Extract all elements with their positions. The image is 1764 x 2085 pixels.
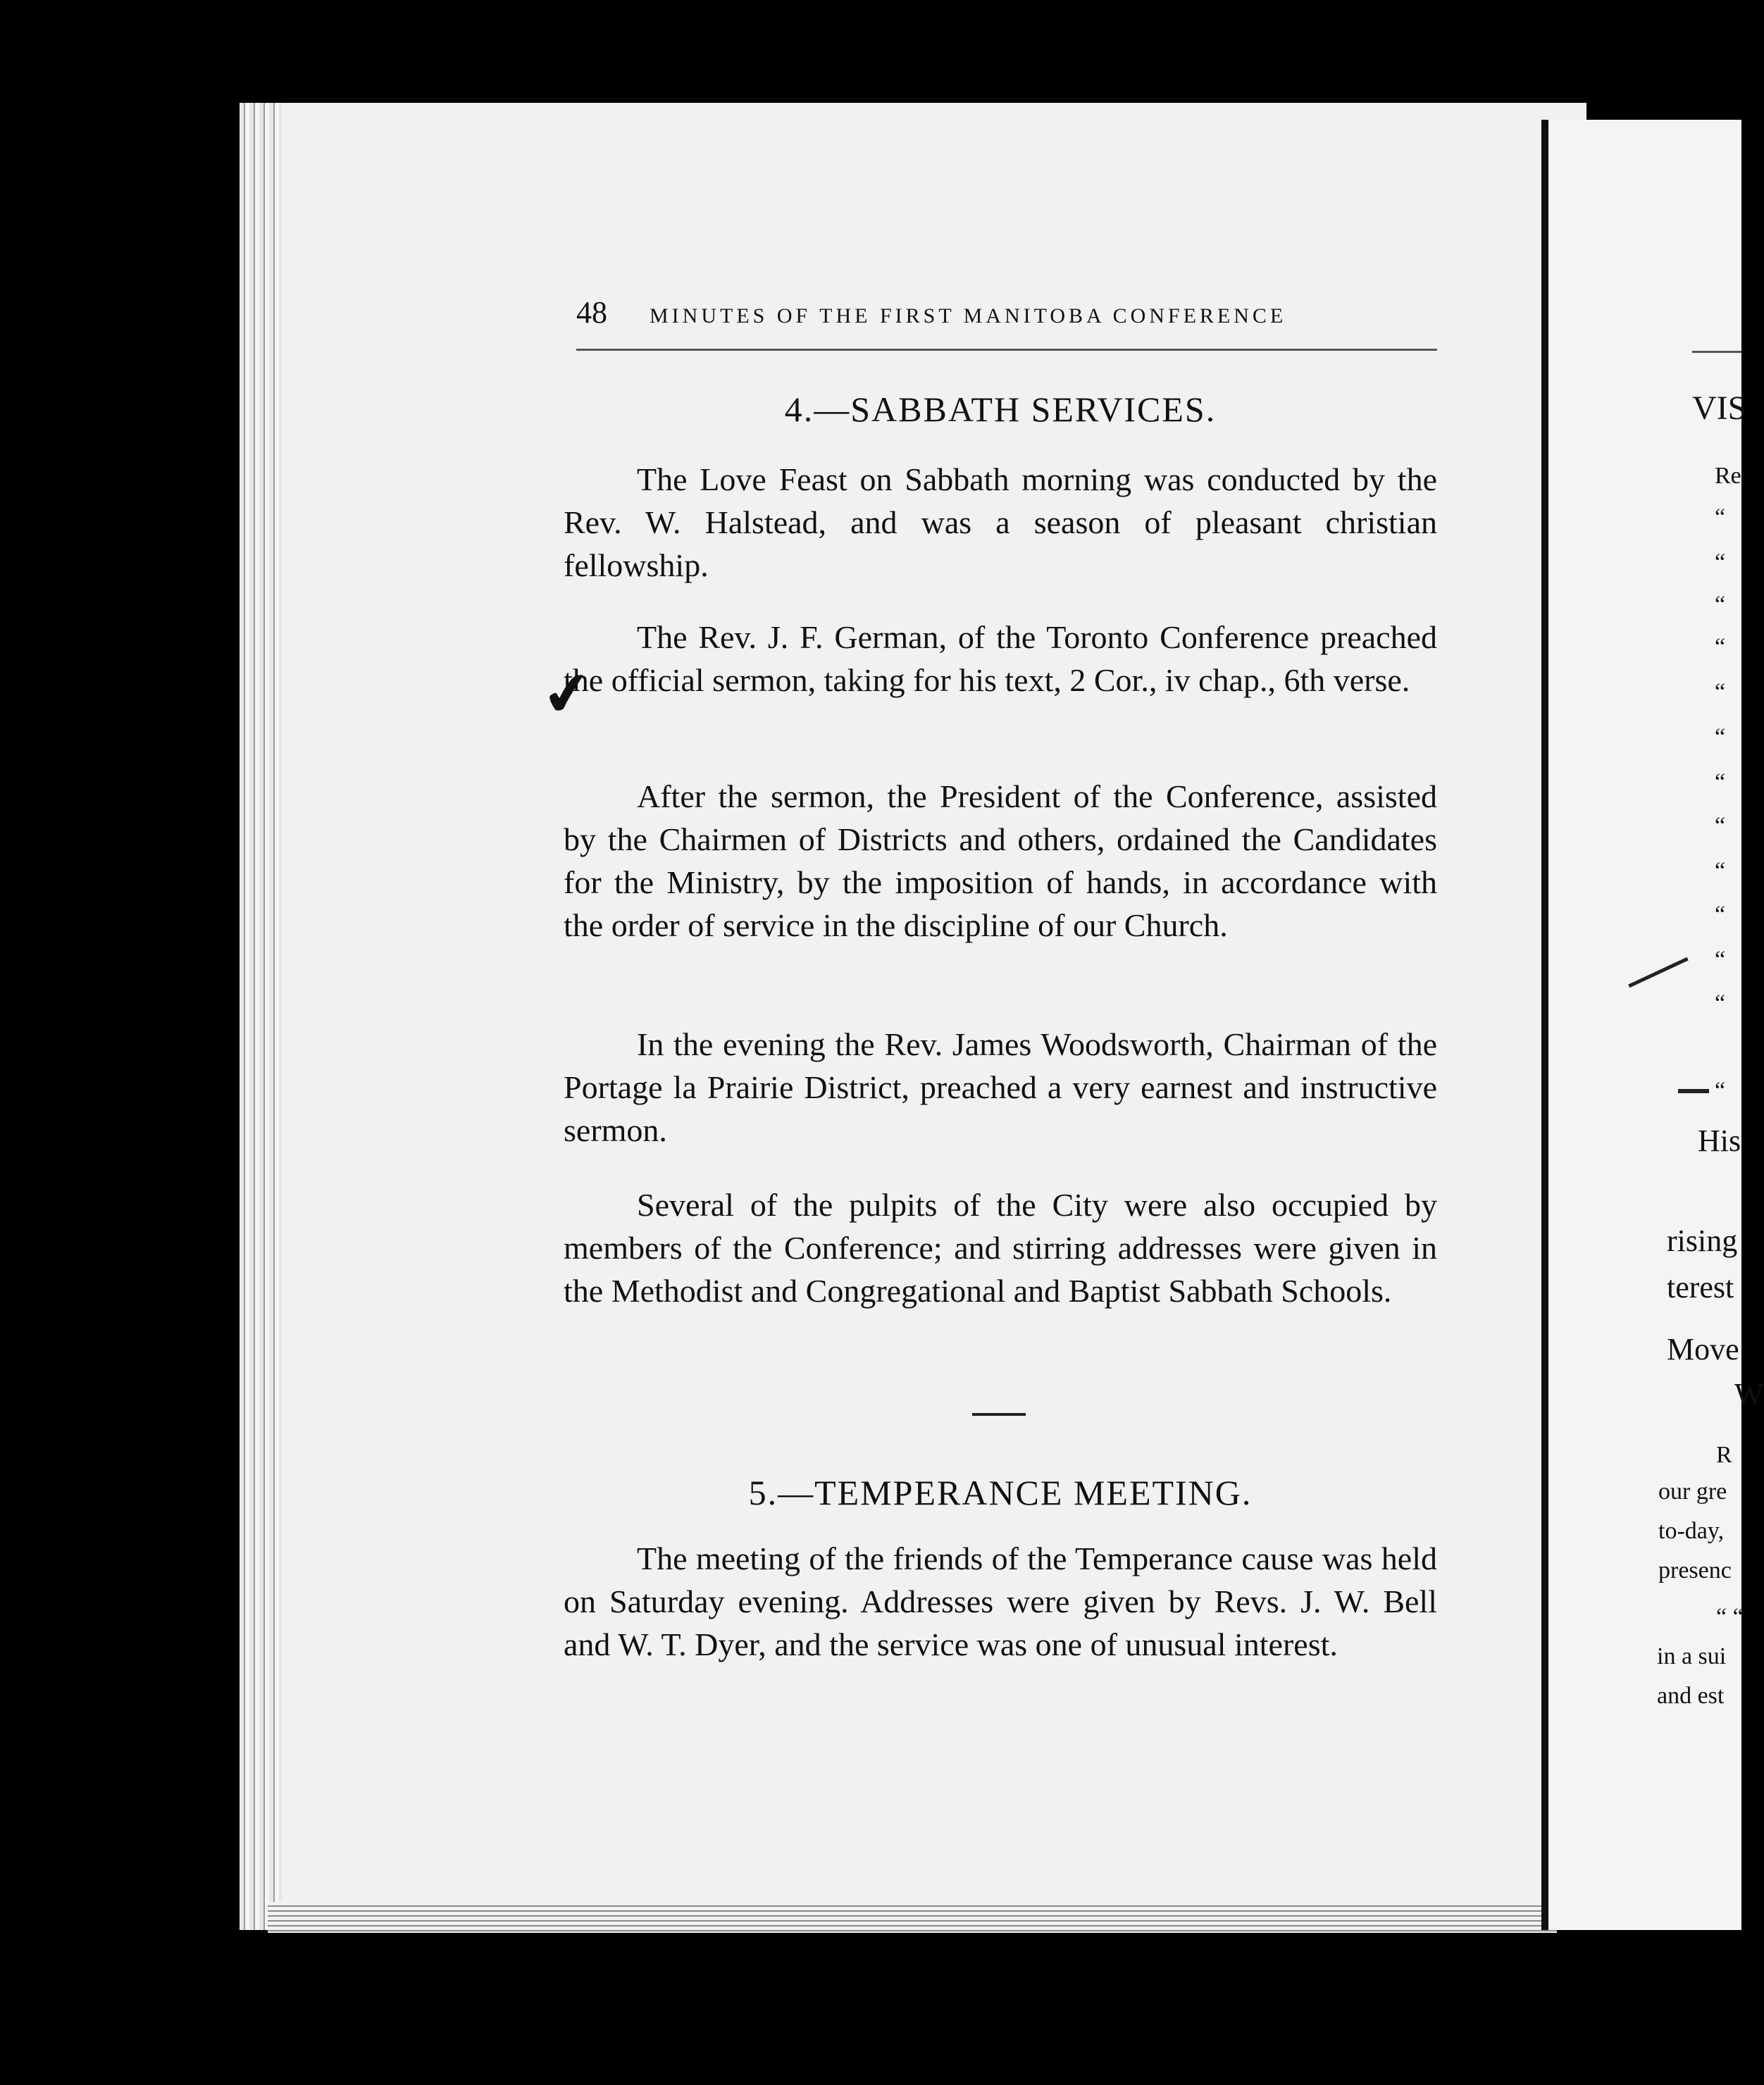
section-divider: [972, 1413, 1026, 1416]
check-mark-icon: ✔: [538, 656, 597, 732]
section-heading-temperance-meeting: 5.—TEMPERANCE MEETING.: [748, 1473, 1253, 1512]
page-number: 48: [576, 295, 607, 330]
paragraph: In the evening the Rev. James Woodsworth, Chairman of the Portage la Prairie District, preached a very earnest and instructive sermon.: [564, 1026, 1437, 1148]
paragraph: The meeting of the friends of the Temperance cause was held on Saturday evening. Addresses were given by Revs. J. W. Bell and W. T. Dyer, and the service was one of unusual interest.: [564, 1541, 1437, 1662]
right-page-fragment: our gre: [1658, 1479, 1727, 1505]
margin-pen-stroke: [1678, 1089, 1709, 1093]
right-page-fragment: His: [1698, 1124, 1741, 1158]
ditto-mark: “: [1715, 769, 1726, 795]
paragraph: After the sermon, the President of the Conference, assisted by the Chairmen of Districts and others, ordained the Candidates for the Ministry, by the imposition of hands, in accordance with the order of service in the discipline of our Church.: [564, 778, 1437, 943]
paragraph: The Love Feast on Sabbath morning was conducted by the Rev. W. Halstead, and was a season of pleasant christian fellowship.: [564, 461, 1437, 583]
ditto-mark: “: [1715, 858, 1726, 884]
right-page-fragment: Move: [1667, 1332, 1739, 1367]
ditto-mark: “: [1715, 634, 1726, 660]
right-page-fragment: “ “: [1716, 1604, 1744, 1630]
right-page-fragment: in a sui: [1657, 1643, 1727, 1669]
ditto-mark: “: [1715, 1078, 1726, 1104]
ditto-mark: “: [1715, 724, 1726, 750]
page-stack-edge: [240, 103, 282, 1930]
right-page-fragment: W: [1734, 1377, 1764, 1412]
book-gutter: [1541, 120, 1548, 1930]
ditto-mark: “: [1715, 947, 1726, 973]
page-bottom-edge: [268, 1902, 1557, 1933]
paragraph: The Rev. J. F. German, of the Toronto Conference preached the official sermon, taking for his text, 2 Cor., iv chap., 6th verse.: [564, 619, 1437, 698]
ditto-mark: “: [1715, 679, 1726, 705]
right-page-fragment: R: [1716, 1442, 1732, 1468]
ditto-mark: “: [1715, 813, 1726, 839]
ditto-mark: “: [1715, 549, 1726, 575]
right-page-heading-fragment: VIS: [1692, 390, 1747, 427]
right-page-rule: [1692, 351, 1741, 353]
right-page-fragment: to-day,: [1658, 1518, 1725, 1544]
ditto-mark: “: [1715, 592, 1726, 618]
right-page-fragment: Re: [1715, 463, 1741, 489]
right-page-fragment: and est: [1657, 1683, 1725, 1709]
running-head-title: MINUTES OF THE FIRST MANITOBA CONFERENCE: [650, 304, 1287, 328]
right-page-fragment: presenc: [1658, 1557, 1732, 1583]
running-head: [576, 294, 1437, 351]
ditto-mark: “: [1715, 990, 1726, 1016]
section-heading-sabbath-services: 4.—SABBATH SERVICES.: [784, 390, 1217, 429]
ditto-mark: “: [1715, 504, 1726, 530]
ditto-mark: “: [1715, 902, 1726, 928]
right-page-fragment: rising: [1667, 1224, 1738, 1258]
right-page-fragment: terest: [1667, 1270, 1734, 1305]
paragraph: Several of the pulpits of the City were also occupied by members of the Conference; and stirring addresses were given in the Methodist and Congregational and Baptist Sabbath Schools.: [564, 1187, 1437, 1309]
